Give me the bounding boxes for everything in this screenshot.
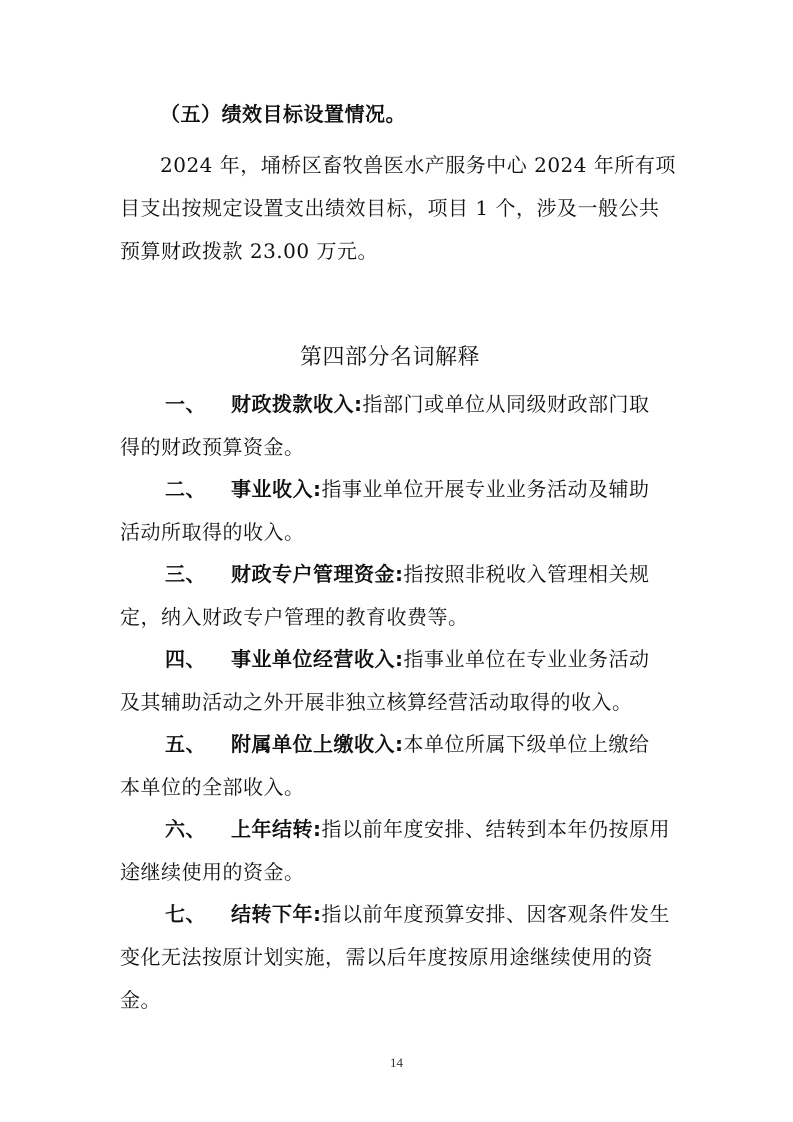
item-term: 财政拨款收入: — [231, 392, 363, 416]
paragraph-line: 目支出按规定设置支出绩效目标，项目 1 个，涉及一般公共 — [120, 196, 660, 220]
item-definition-cont: 本单位的全部收入。 — [120, 775, 305, 799]
item-definition-cont: 金。 — [120, 988, 161, 1012]
item-definition: 指部门或单位从同级财政部门取 — [362, 392, 650, 416]
item-term: 财政专户管理资金: — [231, 562, 404, 586]
item-definition: 指以前年度预算安排、因客观条件发生 — [321, 902, 670, 926]
definition-item — [165, 645, 650, 673]
item-definition: 指事业单位开展专业业务活动及辅助 — [321, 477, 650, 501]
item-term: 上年结转: — [231, 817, 322, 841]
definition-item — [165, 475, 650, 503]
item-definition-cont: 及其辅助活动之外开展非独立核算经营活动取得的收入。 — [120, 690, 633, 714]
item-term: 附属单位上缴收入: — [231, 732, 404, 756]
item-number: 五、 — [165, 732, 206, 756]
item-definition-cont: 得的财政预算资金。 — [120, 435, 305, 459]
item-definition-cont: 途继续使用的资金。 — [120, 860, 305, 884]
item-number: 七、 — [165, 902, 206, 926]
definition-item — [165, 390, 650, 418]
item-definition-cont: 活动所取得的收入。 — [120, 520, 305, 544]
item-definition: 指以前年度安排、结转到本年仍按原用 — [321, 817, 670, 841]
definition-item — [165, 815, 670, 843]
item-term: 事业单位经营收入: — [231, 647, 404, 671]
item-number: 四、 — [165, 647, 206, 671]
item-definition-cont: 变化无法按原计划实施，需以后年度按原用途继续使用的资 — [120, 945, 653, 969]
item-term: 事业收入: — [231, 477, 322, 501]
part-title: 第四部分名词解释 — [300, 345, 481, 370]
paragraph-line: 2024 年，埇桥区畜牧兽医水产服务中心 2024 年所有项 — [160, 153, 676, 177]
item-term: 结转下年: — [231, 902, 322, 926]
item-definition-cont: 定，纳入财政专户管理的教育收费等。 — [120, 605, 469, 629]
item-number: 一、 — [165, 392, 206, 416]
definition-item — [165, 900, 670, 928]
item-definition: 本单位所属下级单位上缴给 — [403, 732, 650, 756]
page-number: 14 — [390, 1055, 403, 1070]
item-number: 三、 — [165, 562, 206, 586]
item-number: 六、 — [165, 817, 206, 841]
item-definition: 指事业单位在专业业务活动 — [403, 647, 650, 671]
item-number: 二、 — [165, 477, 206, 501]
section-heading: （五）绩效目标设置情况。 — [160, 102, 406, 126]
paragraph-line: 预算财政拨款 23.00 万元。 — [120, 239, 378, 263]
definition-item — [165, 560, 650, 588]
item-definition: 指按照非税收入管理相关规 — [403, 562, 650, 586]
definition-item — [165, 730, 650, 758]
